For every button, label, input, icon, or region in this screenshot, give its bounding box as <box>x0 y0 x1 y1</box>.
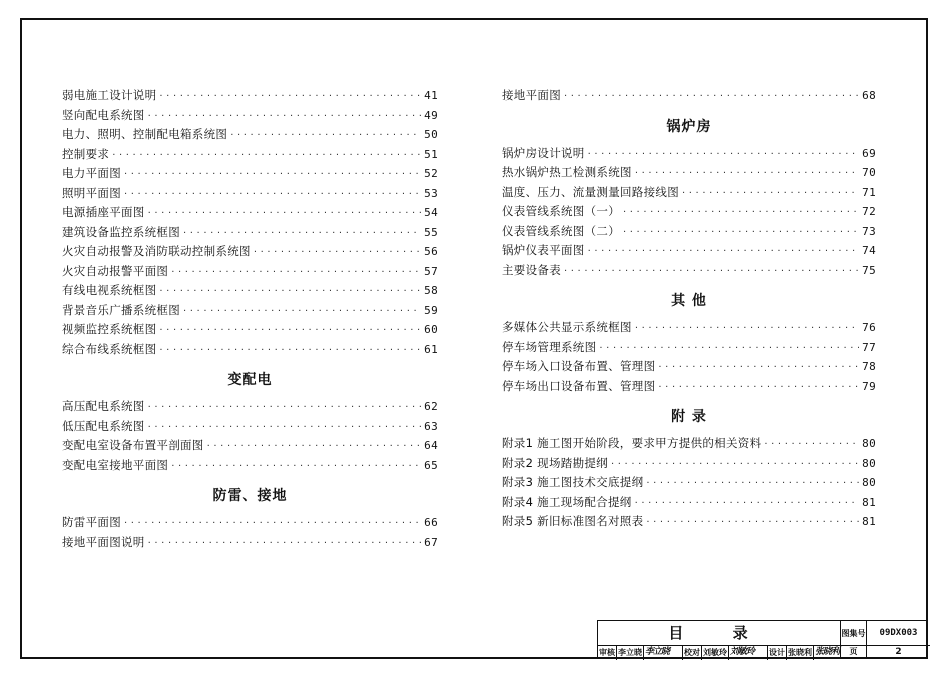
dot-leader <box>646 513 859 533</box>
toc-entry-page: 41 <box>424 89 438 102</box>
dot-leader <box>564 87 859 107</box>
toc-entry <box>502 454 876 474</box>
toc-entry <box>502 144 876 164</box>
toc-entry-title: 停车场入口设备布置、管理图 <box>502 359 656 373</box>
toc-entry <box>502 512 876 532</box>
dot-leader <box>588 145 860 165</box>
atlas-number: 09DX003 <box>867 621 930 646</box>
toc-entry <box>62 301 438 321</box>
toc-entry-page: 55 <box>424 225 438 239</box>
toc-entry-title: 视频监控系统框图 <box>62 322 157 336</box>
dot-leader <box>230 126 421 146</box>
review-label: 审核 <box>598 646 617 660</box>
toc-entry <box>62 145 438 165</box>
toc-entry <box>502 357 876 377</box>
dot-leader <box>599 339 859 359</box>
toc-entry <box>62 533 438 553</box>
page-number: 2 <box>895 647 902 657</box>
toc-entry-page: 57 <box>424 264 438 278</box>
toc-entry-page: 69 <box>862 146 876 160</box>
toc-entry-page: 60 <box>424 323 438 336</box>
dot-leader <box>646 474 859 494</box>
toc-entry-title: 高压配电系统图 <box>62 399 145 413</box>
toc-group-other <box>502 318 876 396</box>
design-name: 张晓利 <box>787 646 814 660</box>
toc-entry <box>502 338 876 358</box>
section-heading: 其 他 <box>671 293 707 309</box>
toc-entry-page: 59 <box>424 303 438 317</box>
toc-entry <box>62 456 438 476</box>
dot-leader <box>148 107 422 127</box>
dot-leader <box>148 534 422 554</box>
check-label: 校对 <box>683 646 702 660</box>
dot-leader <box>207 437 422 457</box>
toc-entry-page: 79 <box>862 379 876 393</box>
dot-leader <box>564 262 859 282</box>
toc-entry <box>62 203 438 223</box>
toc-entry-title: 变配电室设备布置平剖面图 <box>62 438 204 452</box>
design-signature: 张晓利 <box>814 647 839 657</box>
toc-entry <box>502 202 876 222</box>
toc-entry-page: 70 <box>862 166 876 179</box>
toc-entry <box>502 183 876 203</box>
toc-entry-page: 73 <box>862 224 876 238</box>
toc-entry-title: 电力平面图 <box>62 166 121 180</box>
toc-entry-title: 火灾自动报警及消防联动控制系统图 <box>62 244 251 258</box>
toc-entry-title: 低压配电系统图 <box>62 418 145 433</box>
title-block <box>597 620 928 659</box>
toc-entry-page: 52 <box>424 167 438 180</box>
toc-entry-title: 附录2 现场踏勘提纲 <box>502 455 608 470</box>
toc-entry-page: 74 <box>862 244 876 257</box>
section-heading: 锅炉房 <box>666 118 712 135</box>
page-label: 页 <box>841 646 867 658</box>
toc-entry-page: 80 <box>862 476 876 489</box>
toc-entry-title: 附录3 施工图技术交底提纲 <box>502 475 644 489</box>
dot-leader <box>682 184 859 204</box>
design-label: 设计 <box>768 646 787 660</box>
toc-entry-title: 附录1 施工图开始阶段，要求甲方提供的相关资料 <box>502 436 762 450</box>
review-signature: 李立晓 <box>644 646 683 660</box>
toc-group-boiler-room <box>502 144 876 281</box>
dot-leader <box>159 341 421 361</box>
toc-entry-page: 51 <box>424 147 438 161</box>
toc-entry-title: 建筑设备监控系统框图 <box>62 224 180 239</box>
toc-entry-page: 78 <box>862 360 876 373</box>
toc-entry <box>62 281 438 301</box>
toc-entry <box>502 261 876 281</box>
toc-entry <box>62 397 438 417</box>
toc-entry-title: 综合布线系统框图 <box>62 341 157 356</box>
atlas-label: 图集号 <box>841 621 867 646</box>
toc-entry-page: 62 <box>424 400 438 413</box>
dot-leader <box>658 378 859 398</box>
toc-entry <box>502 163 876 183</box>
toc-entry-title: 竖向配电系统图 <box>62 107 145 122</box>
toc-entry-title: 电力、照明、控制配电箱系统图 <box>62 127 228 141</box>
toc-entry-page: 80 <box>862 437 876 450</box>
toc-entry-title: 火灾自动报警平面图 <box>62 263 169 278</box>
toc-entry <box>62 262 438 282</box>
toc-entry-page: 64 <box>424 439 438 452</box>
dot-leader <box>623 203 859 223</box>
dot-leader <box>159 321 421 341</box>
toc-entry-page: 80 <box>862 456 876 470</box>
toc-entry-page: 50 <box>424 128 438 141</box>
toc-entry-page: 71 <box>862 185 876 199</box>
toc-entry-page: 58 <box>424 284 438 297</box>
dot-leader <box>171 457 421 477</box>
toc-entry-title: 变配电室接地平面图 <box>62 457 169 472</box>
toc-entry <box>62 125 438 145</box>
toc-entry-page: 63 <box>424 419 438 433</box>
toc-entry-page: 72 <box>862 205 876 218</box>
toc-entry-title: 多媒体公共显示系统框图 <box>502 320 632 334</box>
toc-entry-page: 81 <box>862 515 876 528</box>
toc-entry <box>62 223 438 243</box>
dot-leader <box>611 455 859 475</box>
toc-entry-title: 附录5 新旧标准图名对照表 <box>502 514 644 528</box>
dot-leader <box>148 418 422 438</box>
toc-entry <box>62 436 438 456</box>
dot-leader <box>124 514 421 534</box>
toc-entry-page: 54 <box>424 206 438 219</box>
dot-leader <box>183 302 421 322</box>
toc-entry <box>502 473 876 493</box>
check-name: 刘敏玲 <box>702 646 729 660</box>
toc-entry <box>502 318 876 338</box>
toc-group-weak-current <box>62 86 438 359</box>
section-heading: 附 录 <box>671 409 707 425</box>
toc-entry-title: 接地平面图 <box>502 88 561 102</box>
check-signature: 刘敏玲 <box>729 646 768 660</box>
toc-entry-title: 附录4 施工现场配合提纲 <box>502 494 632 509</box>
toc-entry-page: 67 <box>424 535 438 549</box>
toc-entry-page: 56 <box>424 245 438 258</box>
toc-right-column <box>502 86 876 532</box>
toc-entry <box>502 493 876 513</box>
toc-entry-page: 66 <box>424 516 438 529</box>
toc-entry <box>62 164 438 184</box>
toc-entry <box>502 222 876 242</box>
dot-leader <box>112 146 421 166</box>
toc-entry-title: 温度、压力、流量测量回路接线图 <box>502 184 679 199</box>
toc-group-grounding <box>502 86 876 106</box>
toc-entry-page: 65 <box>424 458 438 472</box>
dot-leader <box>148 398 422 418</box>
toc-entry <box>62 106 438 126</box>
toc-entry-title: 停车场管理系统图 <box>502 339 597 354</box>
toc-entry-title: 有线电视系统框图 <box>62 283 157 297</box>
dot-leader <box>588 242 860 262</box>
dot-leader <box>764 435 859 455</box>
section-heading: 变配电 <box>227 372 273 388</box>
toc-entry <box>62 86 438 106</box>
section-heading: 防雷、接地 <box>212 488 288 504</box>
toc-entry <box>62 242 438 262</box>
toc-entry-page: 53 <box>424 186 438 200</box>
review-name: 李立晓 <box>617 646 644 660</box>
toc-entry-title: 电源插座平面图 <box>62 205 145 219</box>
toc-entry-title: 控制要求 <box>62 146 110 161</box>
toc-entry-title: 热水锅炉热工检测系统图 <box>502 165 632 179</box>
dot-leader <box>635 319 859 339</box>
title-block-title: 目 录 <box>598 621 840 646</box>
toc-entry-title: 仪表管线系统图（二） <box>502 223 620 238</box>
dot-leader <box>171 263 421 283</box>
toc-entry-title: 主要设备表 <box>502 262 561 277</box>
toc-left-column <box>62 86 438 552</box>
dot-leader <box>159 87 421 107</box>
dot-leader <box>124 165 421 185</box>
toc-entry-page: 81 <box>862 495 876 509</box>
toc-entry <box>502 241 876 261</box>
toc-entry-title: 防雷平面图 <box>62 515 121 529</box>
toc-entry-title: 照明平面图 <box>62 185 121 200</box>
dot-leader <box>183 224 421 244</box>
toc-entry <box>62 340 438 360</box>
toc-entry-title: 背景音乐广播系统框图 <box>62 302 180 317</box>
toc-entry-title: 停车场出口设备布置、管理图 <box>502 378 656 393</box>
title-block-signatures <box>598 646 840 660</box>
toc-entry <box>62 417 438 437</box>
toc-entry <box>62 513 438 533</box>
toc-entry <box>502 434 876 454</box>
dot-leader <box>148 204 422 224</box>
toc-group-substation <box>62 397 438 475</box>
dot-leader <box>658 358 859 378</box>
toc-entry-page: 61 <box>424 342 438 356</box>
toc-entry <box>62 184 438 204</box>
toc-entry-page: 68 <box>862 89 876 102</box>
toc-entry <box>62 320 438 340</box>
toc-group-lightning <box>62 513 438 552</box>
dot-leader <box>159 282 421 302</box>
dot-leader <box>635 494 860 514</box>
toc-entry <box>502 377 876 397</box>
toc-entry-title: 锅炉仪表平面图 <box>502 243 585 257</box>
toc-entry <box>502 86 876 106</box>
toc-entry-title: 锅炉房设计说明 <box>502 145 585 160</box>
dot-leader <box>254 243 421 263</box>
toc-entry-title: 仪表管线系统图（一） <box>502 204 620 218</box>
title-block-meta <box>840 621 929 658</box>
toc-entry-page: 76 <box>862 321 876 334</box>
toc-entry-page: 49 <box>424 108 438 122</box>
toc-entry-title: 接地平面图说明 <box>62 534 145 549</box>
toc-entry-title: 弱电施工设计说明 <box>62 88 157 102</box>
dot-leader <box>635 164 859 184</box>
dot-leader <box>124 185 421 205</box>
toc-group-appendix <box>502 434 876 532</box>
toc-entry-page: 75 <box>862 263 876 277</box>
toc-entry-page: 77 <box>862 340 876 354</box>
dot-leader <box>623 223 859 243</box>
